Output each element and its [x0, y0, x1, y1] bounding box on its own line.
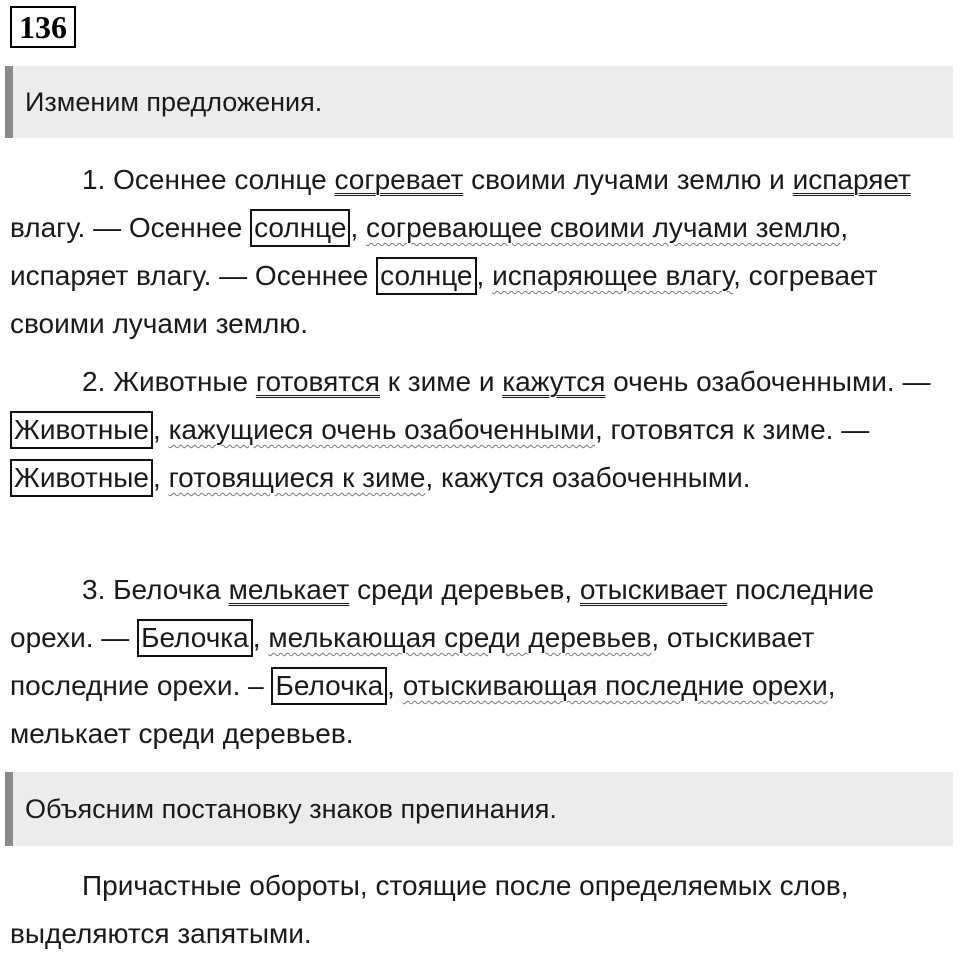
section-header-change-sentences: Изменим предложения. [5, 66, 953, 138]
defined-word-box: Белочка [271, 667, 387, 705]
participial-phrase: готовящиеся к зиме [168, 462, 426, 493]
predicate: мелькает [228, 574, 350, 605]
explanation-paragraph: Причастные обороты, стоящие после определяемых слов, выделяются запятыми. [10, 870, 849, 949]
sentence-text: , испаряет влагу. — Осеннее [10, 212, 849, 291]
defined-word-box: Белочка [137, 619, 253, 657]
sentence-text: , кажутся озабоченными. [425, 462, 751, 493]
section-header-punctuation: Объясним постановку знаков препинания. [5, 772, 953, 846]
sentence-text: , готовятся к зиме. — [594, 414, 870, 445]
defined-word-box: Животные [10, 411, 153, 449]
sentence-text: 1. Осеннее солнце [82, 164, 335, 195]
sentence-text: , [387, 670, 403, 701]
participial-phrase: мелькающая среди деревьев [268, 622, 652, 653]
sentence-1 [10, 156, 945, 348]
predicate: отыскивает [579, 574, 728, 605]
defined-word-box: солнце [376, 257, 476, 295]
sentence-text: своими лучами землю и [463, 164, 793, 195]
predicate: кажутся [502, 366, 606, 397]
sentence-text: влагу. — Осеннее [10, 212, 251, 243]
defined-word-box: солнце [250, 209, 350, 247]
sentence-text: , согревает своими лучами землю. [10, 260, 878, 339]
exercise-number: 136 [10, 6, 76, 48]
sentence-text: , [153, 462, 169, 493]
sentence-text: очень озабоченными. — [605, 366, 931, 397]
sentence-text: 3. Белочка [82, 574, 229, 605]
sentence-text: 2. Животные [82, 366, 256, 397]
sentence-text: , мелькает среди деревьев. [10, 670, 836, 749]
sentence-2 [10, 358, 945, 502]
predicate: испаряет [792, 164, 911, 195]
predicate: готовятся [255, 366, 380, 397]
participial-phrase: отыскивающая последние орехи [402, 670, 828, 701]
sentence-text: , [252, 622, 269, 653]
sentence-text: , [476, 260, 493, 291]
sentence-3 [10, 566, 945, 758]
defined-word-box: Животные [10, 459, 153, 497]
sentence-text: , [153, 414, 169, 445]
sentence-text: среди деревьев, [349, 574, 580, 605]
sentence-text: к зиме и [379, 366, 503, 397]
participial-phrase: испаряющее влагу [492, 260, 734, 291]
sentence-text: , [350, 212, 367, 243]
participial-phrase: согревающее своими лучами землю [366, 212, 841, 243]
sentence-text: , отыскивает последние орехи. – [10, 622, 815, 701]
participial-phrase: кажущиеся очень озабоченными [168, 414, 595, 445]
predicate: согревает [334, 164, 464, 195]
sentence-text: последние орехи. — [10, 574, 875, 653]
